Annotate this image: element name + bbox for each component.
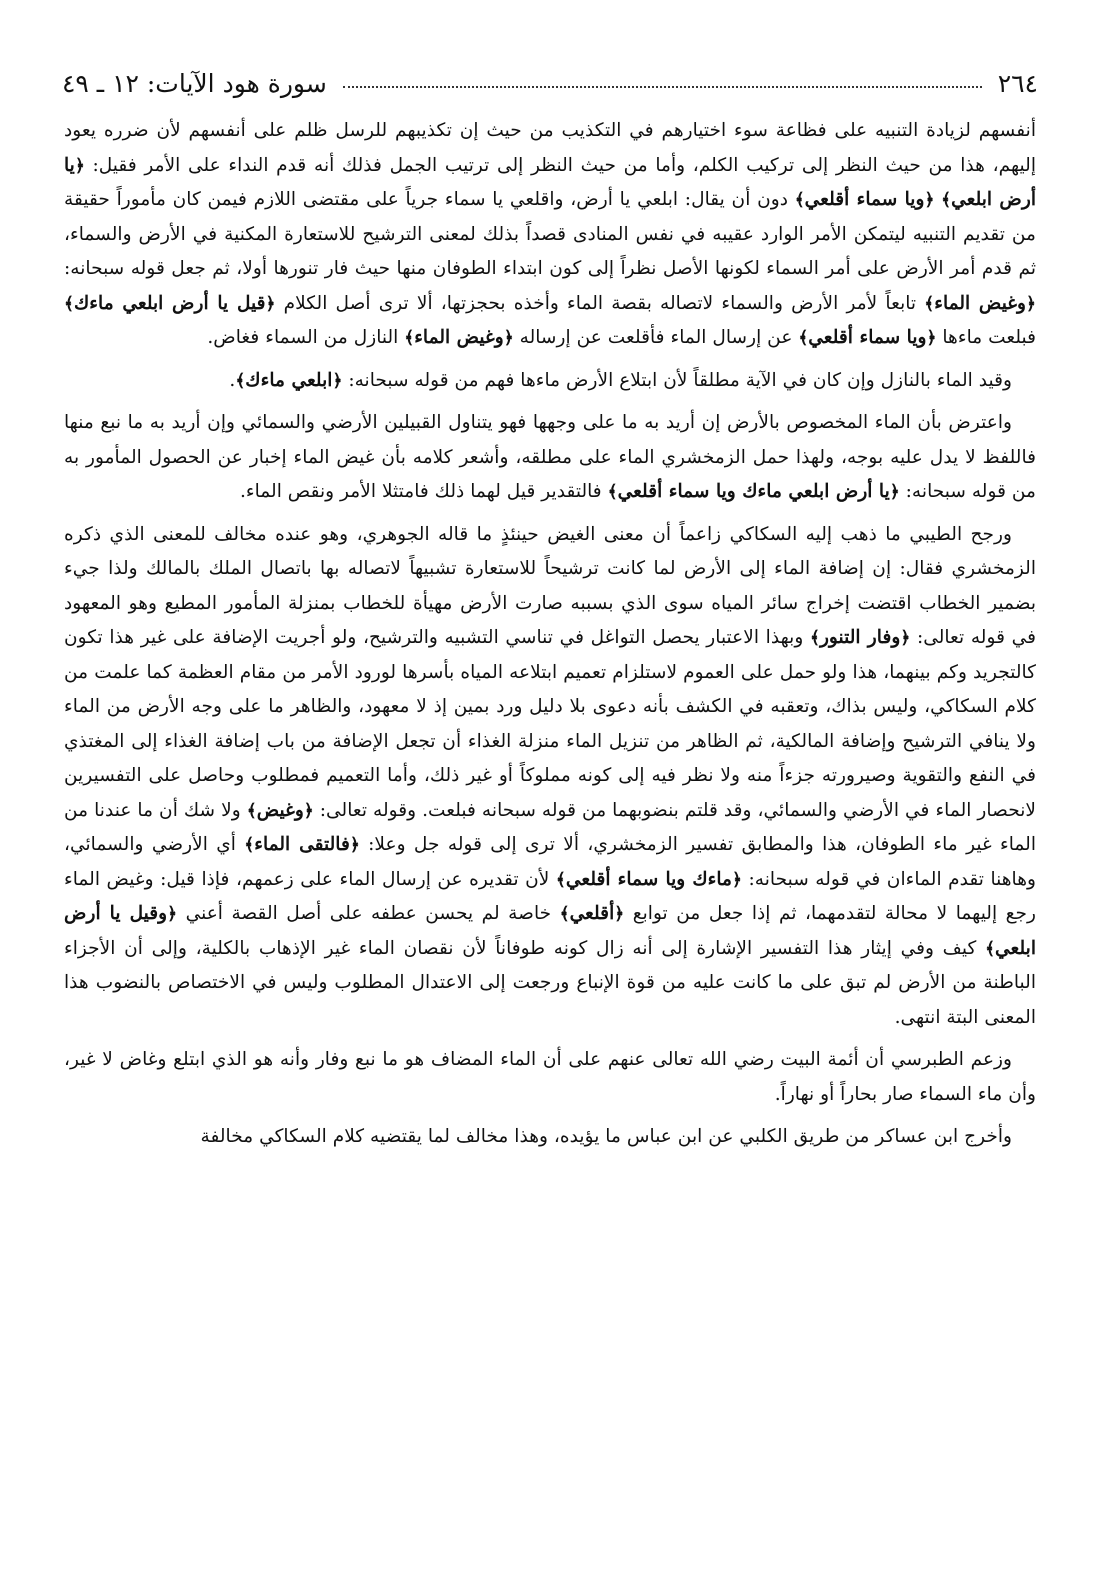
quran-quote	[556, 869, 742, 890]
ornate-bracket-close-icon: ﴾	[235, 370, 246, 391]
paragraph-text: خاصة لم يحسن عطفه على أصل القصة أعني	[177, 903, 560, 924]
ornate-bracket-open-icon: ﴿	[303, 800, 314, 821]
ornate-bracket-open-icon: ﴿	[503, 328, 514, 348]
ornate-bracket-close-icon: ﴾	[798, 328, 809, 348]
paragraph-text: وأخرج ابن عساكر من طريق الكلبي عن ابن عباس ما يؤيده، وهذا مخالف لما يقتضيه كلام السكاكي مخالفة	[200, 1126, 1012, 1147]
paragraph-text: كيف وفي إيثار هذا التفسير الإشارة إلى أنه زال كونه طوفاناً لأن نقصان الماء غير الإذهاب بالكلية، وإلى أن الأجزاء الباطنة من الأرض لم تبق على ما كانت عليه من قوة الإنباع ورجعت إلى الاعتدال المطلوب وليس في الاختصاص بالنضوب هذا المعنى البتة انتهى.	[64, 937, 1036, 1028]
paragraph-text: دون أن يقال: ابلعي يا أرض، واقلعي يا سماء جرياً على مقتضى اللازم فيمن كان مأموراً حقيقة من تقديم التنبيه ليتمكن الأمر الوارد عقيبه في نفس المنادى قصداً بذلك لمعنى الترشيح للاستعارة المكنية في الأرض والسماء، ثم قدم أمر الأرض على أمر السماء لكونها الأصل نظراً إلى كون ابتداء الطوفان منها حيث فار تنورها أولا، ثم جعل قوله سبحانه:	[64, 189, 1036, 279]
paragraph	[64, 1120, 1036, 1155]
quran-quote	[404, 327, 514, 348]
paragraph-text: فبلعت ماءها	[936, 327, 1036, 348]
ornate-bracket-open-icon: ﴿	[265, 293, 276, 314]
quran-quote-text: ماءك ويا سماء أقلعي	[565, 868, 733, 890]
ornate-bracket-close-icon: ﴾	[555, 869, 566, 890]
quran-quote-text: وغيض	[256, 799, 304, 821]
quran-quote-text: فالتقى الماء	[254, 834, 350, 855]
ornate-bracket-open-icon: ﴿	[889, 482, 900, 502]
quran-quote	[247, 800, 314, 821]
body-text	[64, 114, 1036, 1163]
ornate-bracket-close-icon: ﴾	[985, 938, 996, 959]
paragraph-text: تابعاً لأمر الأرض والسماء لاتصاله بقصة الماء وأخذه بحجزتها، ألا ترى أصل الكلام	[275, 292, 925, 314]
quran-quote-text: وغيض الماء	[414, 327, 504, 348]
ornate-bracket-open-icon: ﴿	[924, 190, 935, 210]
ornate-bracket-open-icon: ﴿	[614, 904, 625, 924]
paragraph	[64, 518, 1036, 1036]
ornate-bracket-open-icon: ﴿	[926, 328, 937, 348]
quran-quote	[235, 370, 342, 391]
ornate-bracket-open-icon: ﴿	[167, 904, 178, 924]
quran-quote	[64, 293, 276, 314]
ornate-bracket-open-icon: ﴿	[74, 155, 85, 176]
paragraph-text: وقيد الماء بالنازل وإن كان في الآية مطلقاً لأن ابتلاع الأرض ماءها فهم من قوله سبحانه:	[342, 369, 1012, 391]
quran-quote-text: يا أرض ابلعي	[64, 154, 1036, 210]
quran-quote-text: وفار التنور	[819, 627, 901, 648]
quran-quote-text: أقلعي	[569, 903, 615, 924]
paragraph-text: ولا شك أن ما عندنا من الماء غير ماء الطوفان، هذا والمطابق تفسير الزمخشري، ألا ترى إلى قوله جل وعلا:	[64, 799, 1036, 855]
quran-quote	[244, 834, 360, 855]
ornate-bracket-close-icon: ﴾	[246, 800, 257, 821]
page-number: ٢٦٤	[997, 69, 1038, 98]
ornate-bracket-close-icon: ﴾	[809, 628, 820, 648]
header-dotted-leader	[343, 86, 982, 88]
page-header	[62, 58, 1038, 98]
paragraph-text: لأن تقديره عن إرسال الماء على زعمهم، فإذا قيل: وغيض الماء رجع إليهما لا محالة لتقدمهما، ثم إذا جعل من توابع	[64, 868, 1036, 924]
paragraph-text: وزعم الطبرسي أن أئمة البيت رضي الله تعالى عنهم على أن الماء المضاف هو ما نبع وفار وأنه هو الذي ابتلع وغاض لا غير، وأن ماء السماء صار بحاراً أو نهاراً.	[64, 1049, 1036, 1105]
quran-quote	[798, 327, 936, 348]
ornate-bracket-close-icon: ﴾	[559, 904, 570, 924]
ornate-bracket-close-icon: ﴾	[607, 482, 618, 502]
quran-quote	[608, 481, 900, 502]
paragraph-text: واعترض بأن الماء المخصوص بالأرض إن أريد به ما على وجهها فهو يتناول القبيلين الأرضي والسمائي وإن أريد به ما نبع منها فاللفظ لا يدل عليه بوجه، ولهذا حمل الزمخشري الماء على مطلقه، وأشعر كلامه بأن غيض الماء إخبار عن الحصول المأمور به من قوله سبحانه:	[64, 412, 1036, 502]
ornate-bracket-close-icon: ﴾	[794, 190, 805, 210]
ornate-bracket-open-icon: ﴿	[900, 628, 911, 648]
paragraph-text: النازل من السماء فغاض.	[207, 327, 405, 348]
paragraph	[64, 114, 1036, 356]
quran-quote	[795, 189, 935, 210]
ornate-bracket-close-icon: ﴾	[244, 835, 255, 855]
quran-quote-text: قيل يا أرض ابلعي ماءك	[73, 292, 266, 314]
paragraph	[64, 364, 1036, 399]
running-title: سورة هود الآيات: ١٢ ـ ٤٩	[62, 69, 327, 98]
quran-quote-text: ابلعي ماءك	[245, 369, 333, 391]
quran-quote-text: وقيل يا أرض ابلعي	[64, 903, 1036, 959]
paragraph-text: ورجح الطيبي ما ذهب إليه السكاكي زاعماً أن معنى الغيض حينئذٍ ما قاله الجوهري، وهو عنده مخالف للمعنى الذي ذكره الزمخشري فقال: إن إضافة الماء إلى الأرض لما كانت ترشيحاً للاستعارة تشبيهاً لاتصاله بها باتصال الملك بالمالك ولذا جيء بضمير الخطاب اقتضت إخراج سائر المياه سوى الذي بسببه صارت الأرض مهيأة للخطاب بمنزلة المأمور المطيع وهو المعهود في قوله تعالى:	[64, 523, 1036, 648]
quran-quote	[560, 903, 625, 924]
paragraph-text: أنفسهم لزيادة التنبيه على فظاعة سوء اختيارهم في التكذيب من حيث إن تكذيبهم للرسل ظلم على أنفسهم لأن ضرره يعود إليهم، هذا من حيث النظر إلى تركيب الكلم، وأما من حيث النظر إلى ترتيب الجمل فذلك أنه قدم النداء على الأمر فقيل:	[64, 120, 1036, 176]
quran-quote-text: ويا سماء أقلعي	[804, 189, 925, 210]
quran-quote	[924, 293, 1036, 314]
quran-quote-text: ويا سماء أقلعي	[808, 327, 927, 348]
paragraph-text: فالتقدير قيل لهما ذلك فامتثلا الأمر ونقص الماء.	[239, 481, 608, 502]
ornate-bracket-open-icon: ﴿	[732, 869, 742, 890]
quran-quote	[810, 627, 910, 648]
paragraph-text: أي الأرضي والسمائي، وهاهنا تقدم الماءان في قوله سبحانه:	[64, 834, 1037, 890]
paragraph-text: عن إرسال الماء فأقلعت عن إرساله	[513, 327, 799, 348]
paragraph	[64, 406, 1036, 510]
quran-quote-text: يا أرض ابلعي ماءك ويا سماء أقلعي	[617, 481, 890, 502]
ornate-bracket-open-icon: ﴿	[1026, 293, 1036, 314]
ornate-bracket-open-icon: ﴿	[332, 370, 343, 391]
ornate-bracket-close-icon: ﴾	[64, 293, 74, 314]
ornate-bracket-close-icon: ﴾	[404, 328, 415, 348]
paragraph	[64, 1043, 1036, 1112]
ornate-bracket-open-icon: ﴿	[349, 835, 360, 855]
paragraph-text: وبهذا الاعتبار يحصل التواغل في تناسي التشبيه والترشيح، ولو أجريت الإضافة على غير هذا تكون كالتجريد وكم بينهما، هذا ولو حمل على العموم لاستلزام تعميم ابتلاعه المياه بأسرها لورود الأمر من مقام العظمة كما علمت من كلام السكاكي، وليس بذاك، وتعقبه في الكشف بأنه دعوى بلا دليل ورد بمين إذ لا معهود، والظاهر ما على وجه الأرض من الماء ولا ينافي الترشيح وإضافة المالكية، ثم الظاهر من تنزيل الماء منزلة الغذاء أن تجعل الإضافة من باب إضافة الغذاء إلى المغتذي في النفع والتقوية وصيرورته جزءاً منه ولا نظر فيه إلى كونه مملوكاً أو غير ذلك، وأما التعميم فمطلوب وحاصل على التفسيرين لانحصار الماء في الأرضي والسمائي، وقد قلتم بنضوبهما من قوله سبحانه فبلعت. وقوله تعالى:	[64, 627, 1036, 821]
paragraph-text: .	[229, 369, 236, 391]
ornate-bracket-close-icon: ﴾	[924, 293, 935, 314]
quran-quote-text: وغيض الماء	[934, 292, 1027, 314]
ornate-bracket-close-icon: ﴾	[941, 190, 952, 210]
